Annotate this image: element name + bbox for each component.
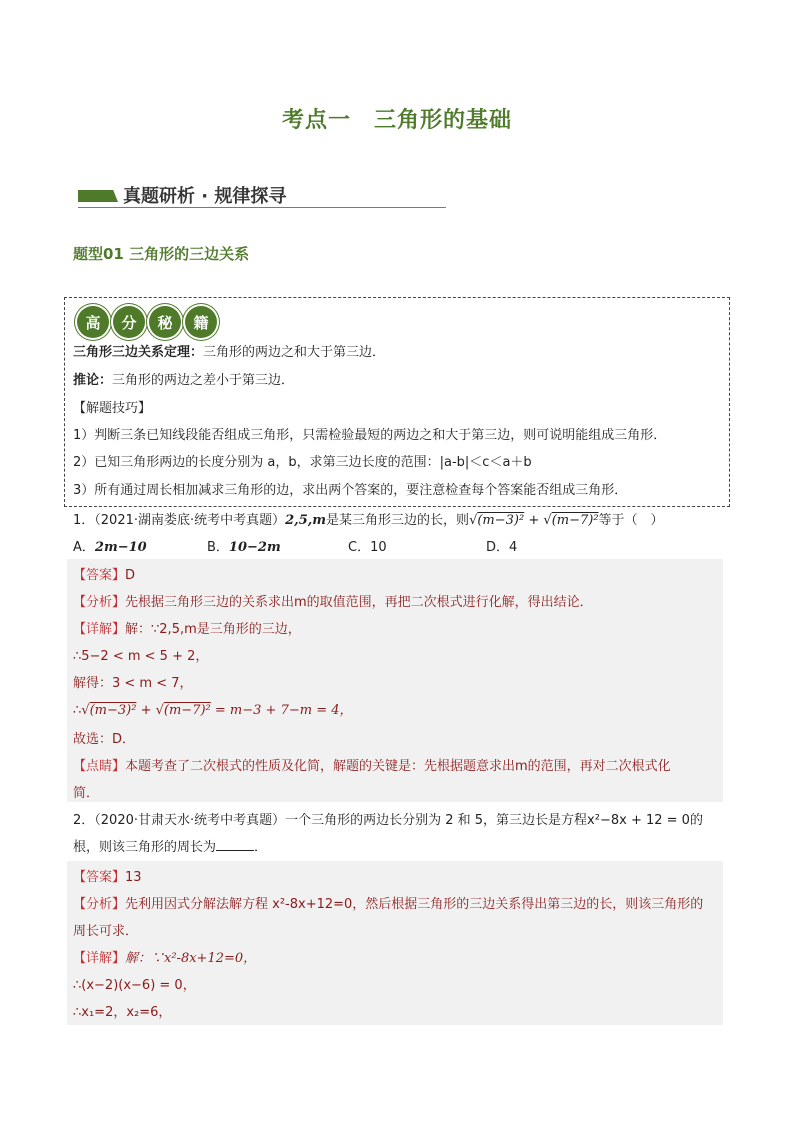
option-a: A．2m−10 (73, 540, 147, 555)
badge-icon: 籍 (185, 306, 217, 338)
q1-point-1: 【点睛】本题考查了二次根式的性质及化简，解题的关键是：先根据题意求出m的范围，再对二次根式化 (73, 759, 671, 774)
corollary-label: 推论： (73, 373, 113, 388)
corollary-text: 三角形的两边之差小于第三边． (112, 373, 295, 388)
q1-values: 2,5, (285, 513, 313, 528)
section-header-text: 真题研析 · 规律探寻 (123, 186, 287, 207)
q1-sqrt-b: √(m−7)² (543, 513, 599, 528)
q1-detail-1: 【详解】解：∵2,5,m是三角形的三边， (73, 622, 301, 637)
q2-detail-2: ∴(x−2)(x−6) = 0， (73, 978, 196, 993)
answer-blank (216, 850, 254, 851)
q1-var: m (312, 513, 327, 528)
q1-point-2: 简． (73, 786, 100, 801)
badge-icon: 高 (77, 306, 109, 338)
page-title: 考点一 三角形的基础 (281, 108, 512, 133)
q1-suffix: 等于（ ） (598, 513, 664, 528)
q1-plus: + (524, 513, 544, 528)
question-2-line-2 (73, 836, 267, 855)
q2-answer: 【答案】13 (73, 870, 142, 885)
q1-mid: 是某三角形三边的长，则 (326, 513, 470, 528)
corollary-line (73, 369, 294, 388)
q1-answer-block (67, 559, 723, 802)
q2-detail-1: 【详解】解：∵x²-8x+12=0， (73, 951, 257, 966)
q1-prefix: 1．（2021·湖南娄底·统考中考真题） (73, 513, 286, 528)
skill-2: 2）已知三角形两边的长度分别为 a，b，求第三边长度的范围：|a-b|＜c＜a＋b (73, 455, 532, 470)
option-b: B．10−2m (207, 540, 281, 555)
theorem-label: 三角形三边关系定理： (73, 345, 204, 360)
q1-detail-2: ∴5−2 < m < 5 + 2， (73, 649, 209, 664)
tips-box (64, 297, 730, 507)
badge-icon: 秘 (149, 306, 181, 338)
section-header (78, 181, 446, 208)
q2-detail-3: ∴x₁=2，x₂=6， (73, 1005, 172, 1020)
theorem-text: 三角形的两边之和大于第三边． (203, 345, 386, 360)
q1-sqrt-a: √(m−3)² (469, 513, 525, 528)
question-1-stem (73, 509, 664, 528)
skills-title: 【解题技巧】 (73, 401, 152, 416)
q1-options (73, 536, 633, 554)
q1-detail-4: ∴√(m−3)² + √(m−7)² = m−3 + 7−m = 4， (73, 703, 353, 718)
option-c: C．10 (348, 540, 387, 555)
q2-line2-end: ． (254, 840, 268, 855)
tips-badges (77, 306, 219, 338)
q1-analysis: 【分析】先根据三角形三边的关系求出m的取值范围，再把二次根式进行化解，得出结论． (73, 595, 593, 610)
q1-answer: 【答案】D (73, 568, 136, 583)
option-d: D．4 (486, 540, 518, 555)
q1-detail-3: 解得：3 < m < 7， (73, 676, 193, 691)
q1-detail-5: 故选：D． (73, 732, 136, 747)
badge-icon: 分 (113, 306, 145, 338)
question-2-line-1: 2．（2020·甘肃天水·统考中考真题）一个三角形的两边长分别为 2 和 5，第三边长是方程x²−8x + 12 = 0的 (73, 813, 703, 828)
section-bar-icon (78, 190, 118, 202)
q2-analysis-2: 周长可求． (73, 924, 139, 939)
skill-3: 3）所有通过周长相加减求三角形的边，求出两个答案的，要注意检查每个答案能否组成三角形． (73, 483, 628, 498)
q2-answer-block (67, 861, 723, 1025)
theorem-line (73, 341, 385, 360)
q2-analysis-1: 【分析】先利用因式分解法解方程 x²-8x+12=0，然后根据三角形的三边关系得出第三边的长，则该三角形的 (73, 897, 704, 912)
subsection-title: 题型01 三角形的三边关系 (73, 245, 250, 263)
q2-line2-text: 根，则该三角形的周长为 (73, 840, 217, 855)
skill-1: 1）判断三条已知线段能否组成三角形，只需检验最短的两边之和大于第三边，则可说明能组成三角形． (73, 428, 667, 443)
